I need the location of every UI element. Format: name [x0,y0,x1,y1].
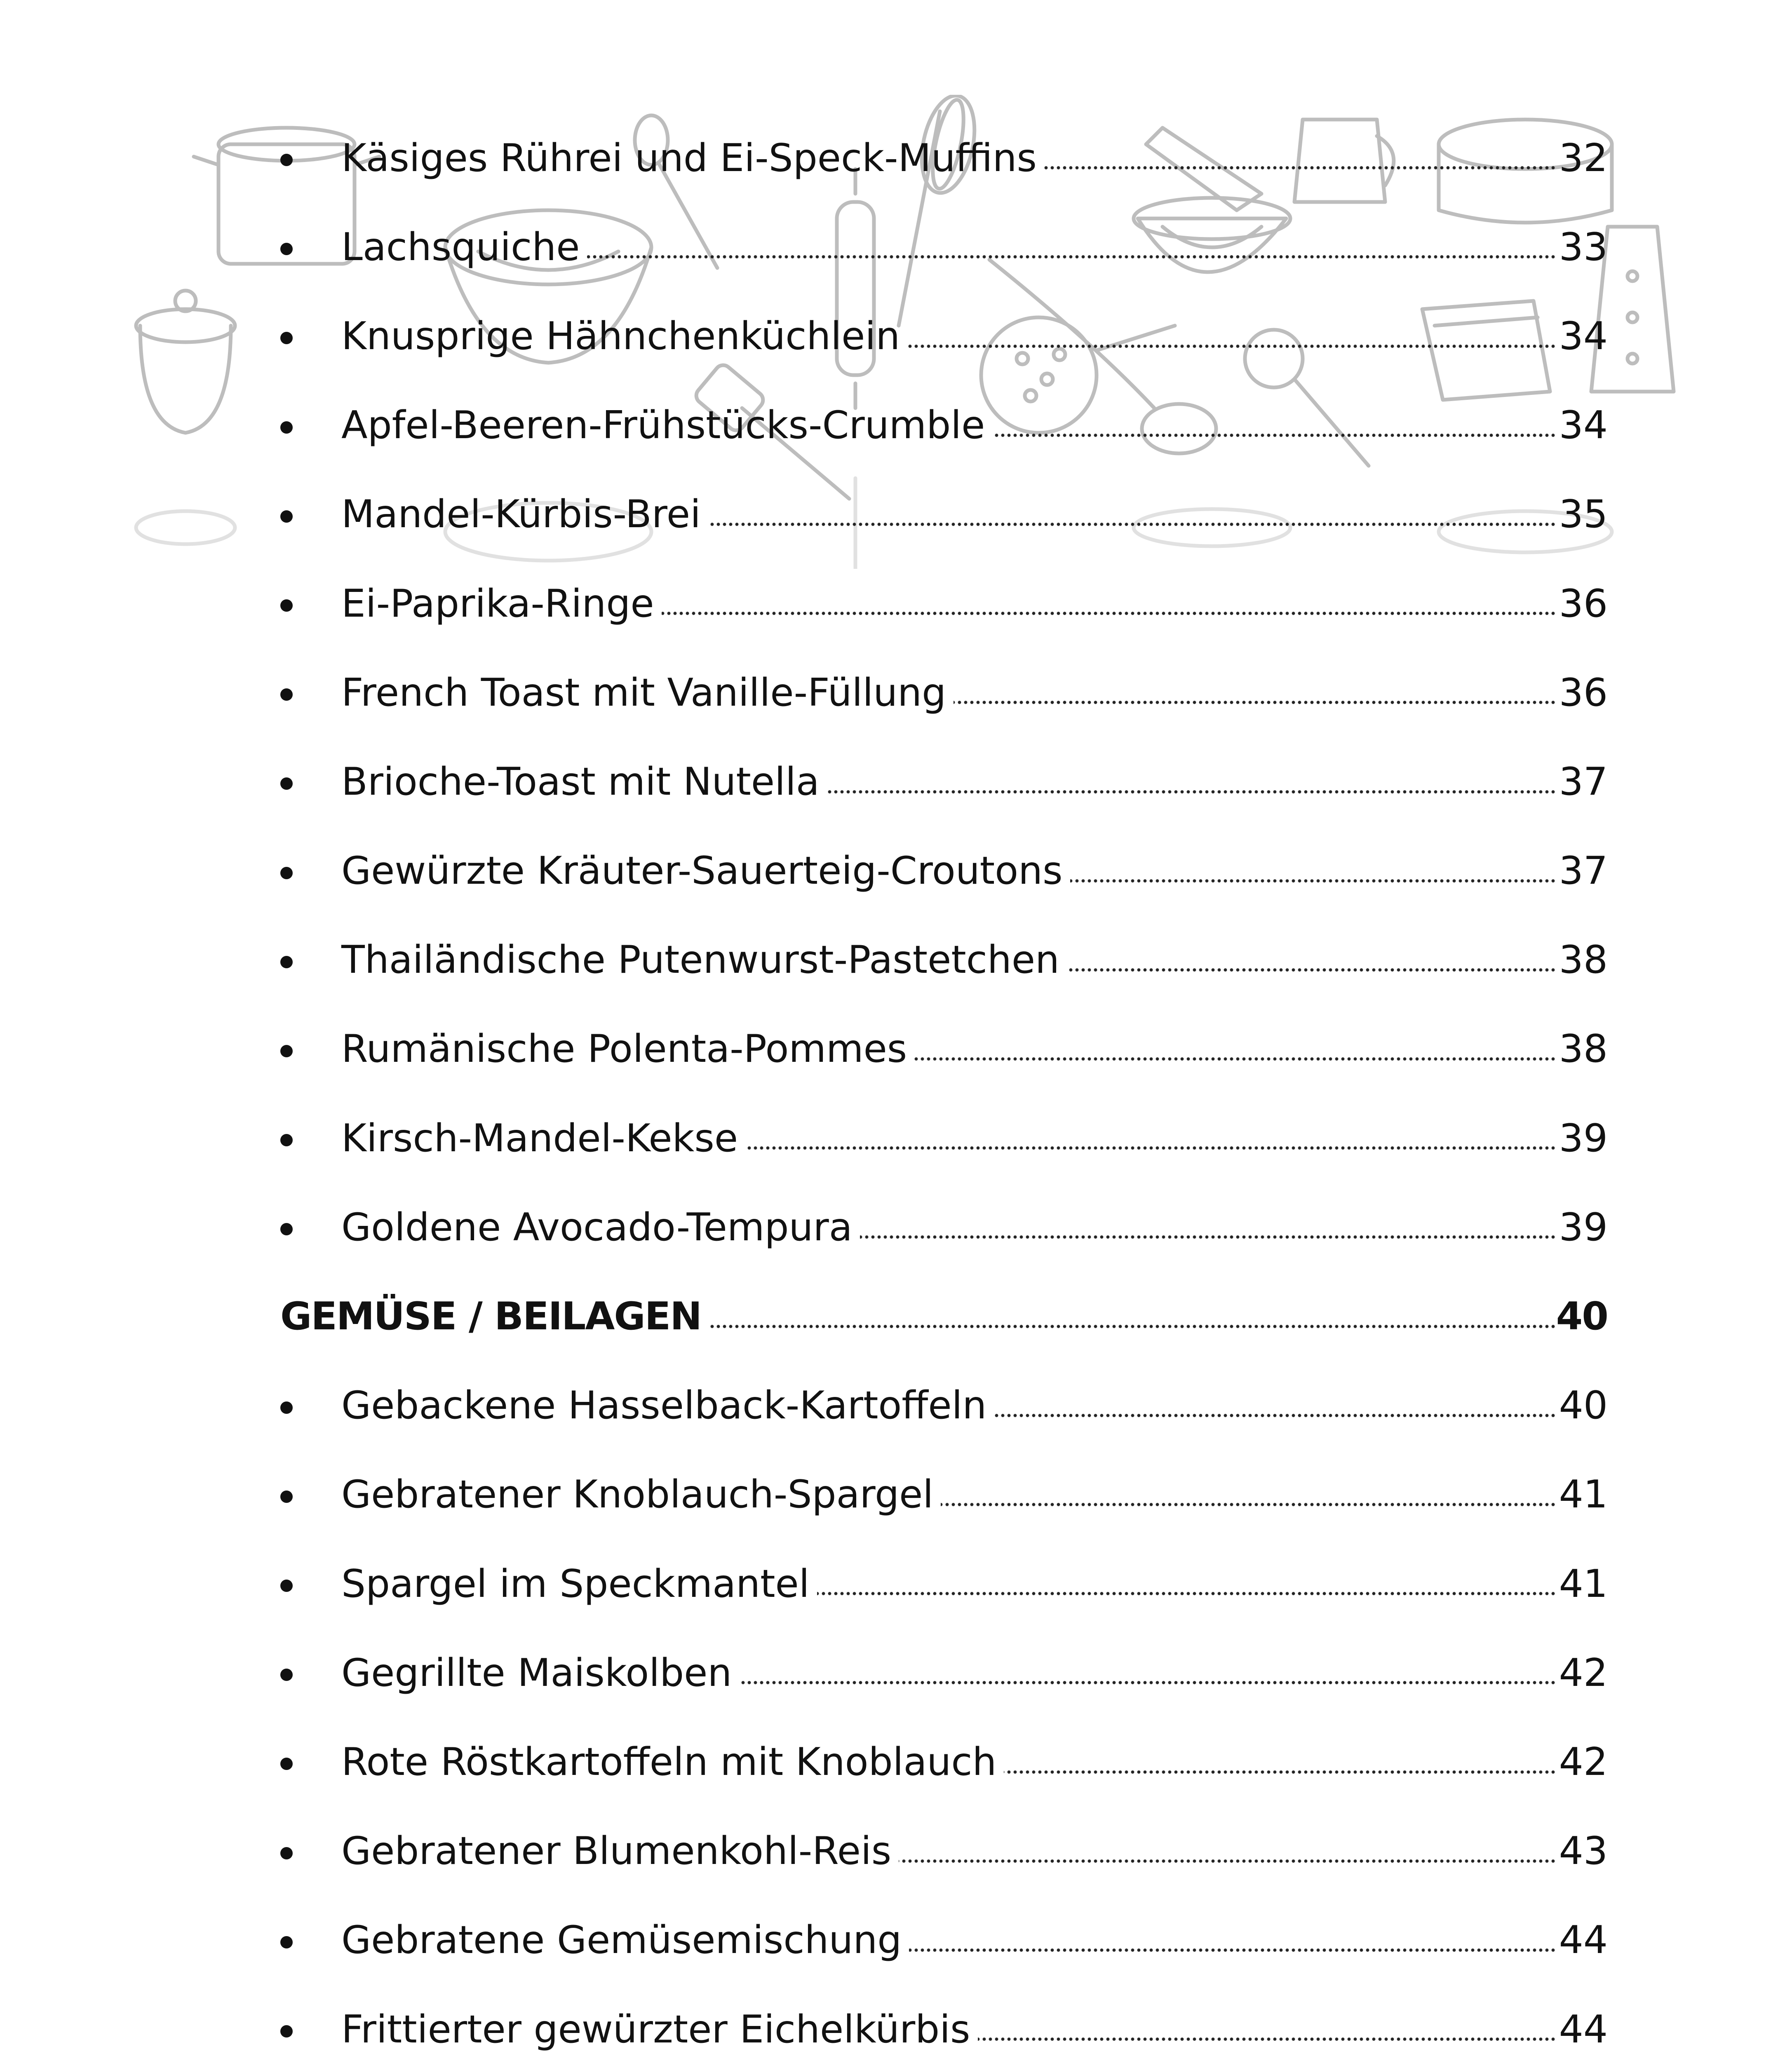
dot-leader [941,1502,1556,1507]
bullet-icon [280,510,293,523]
bullet-icon [280,2025,293,2038]
page-number: 40 [1556,1294,1608,1339]
toc-section-heading[interactable] [280,1272,1608,1361]
entry-title: Lachsquiche [341,224,580,269]
toc-entry[interactable] [280,381,1608,470]
page-number: 35 [1559,492,1608,537]
page-number: 40 [1559,1383,1608,1428]
page-number: 34 [1559,403,1608,448]
page-number: 34 [1559,313,1608,358]
page-number: 41 [1559,1472,1608,1517]
dot-leader [899,1859,1556,1864]
toc-entry[interactable] [280,1717,1608,1806]
toc-entry[interactable] [280,202,1608,291]
bullet-icon [280,1134,293,1146]
page-number: 44 [1559,2007,1608,2052]
entry-title: Mandel-Kürbis-Brei [341,492,701,537]
entry-title: Gebackene Hasselback-Kartoffeln [341,1383,987,1428]
dot-leader [860,1235,1556,1239]
entry-title: Ei-Paprika-Ringe [341,581,654,626]
bullet-icon [280,243,293,255]
entry-title: Gebratener Knoblauch-Spargel [341,1472,934,1517]
bullet-icon [280,421,293,434]
toc-entry[interactable] [280,559,1608,648]
table-of-contents [280,113,1608,2061]
page-number: 39 [1559,1115,1608,1160]
page-number: 32 [1559,135,1608,180]
entry-title: Thailändische Putenwurst-Pastetchen [341,937,1059,982]
bullet-icon [280,1223,293,1235]
dot-leader [1067,967,1556,972]
dot-leader [1044,165,1556,170]
dot-leader [827,789,1556,794]
toc-entry[interactable] [280,291,1608,380]
page-number: 33 [1559,224,1608,269]
dot-leader [909,1948,1556,1953]
bullet-icon [280,1045,293,1057]
dot-leader [992,433,1556,438]
entry-title: Gebratene Gemüsemischung [341,1918,902,1962]
toc-entry[interactable] [280,1005,1608,1094]
bullet-icon [280,1669,293,1681]
bullet-icon [280,867,293,879]
page-number: 37 [1559,848,1608,893]
bullet-icon [280,599,293,612]
page-number: 36 [1559,670,1608,715]
entry-title: Käsiges Rührei und Ei-Speck-Muffins [341,135,1037,180]
entry-title: Gegrillte Maiskolben [341,1650,732,1695]
dot-leader [907,344,1556,349]
bullet-icon [280,777,293,790]
bullet-icon [280,1936,293,1948]
page-number: 41 [1559,1561,1608,1606]
page-number: 36 [1559,581,1608,626]
entry-title: Frittierter gewürzter Eichelkürbis [341,2007,970,2052]
page-number: 42 [1559,1739,1608,1784]
toc-entry[interactable] [280,470,1608,559]
page-number: 37 [1559,759,1608,804]
entry-title: Kirsch-Mandel-Kekse [341,1115,738,1160]
dot-leader [587,254,1556,259]
entry-title: Rumänische Polenta-Pommes [341,1026,907,1071]
dot-leader [978,2037,1556,2042]
dot-leader [662,611,1556,616]
dot-leader [1070,878,1556,883]
toc-entry[interactable] [280,648,1608,737]
bullet-icon [280,154,293,166]
toc-entry[interactable] [280,826,1608,915]
dot-leader [954,700,1556,705]
entry-title: Gewürzte Kräuter-Sauerteig-Croutons [341,848,1063,893]
bullet-icon [280,1847,293,1859]
page-number: 38 [1559,937,1608,982]
entry-title: Apfel-Beeren-Frühstücks-Crumble [341,403,985,448]
entry-title: Spargel im Speckmantel [341,1561,810,1606]
toc-entry[interactable] [280,1985,1608,2061]
toc-entry[interactable] [280,1094,1608,1183]
page-number: 43 [1559,1829,1608,1873]
page-number: 39 [1559,1204,1608,1249]
casserole-icon [136,291,235,433]
bullet-icon [280,1758,293,1770]
page-number: 44 [1559,1918,1608,1962]
toc-entry[interactable] [280,1183,1608,1272]
toc-entry[interactable] [280,1896,1608,1985]
bullet-icon [280,332,293,344]
page-number: 38 [1559,1026,1608,1071]
bullet-icon [280,1491,293,1503]
dot-leader [914,1056,1556,1061]
dot-leader [708,522,1556,527]
toc-entry[interactable] [280,737,1608,826]
bullet-icon [280,1580,293,1592]
dot-leader [745,1146,1556,1150]
dot-leader [817,1591,1556,1596]
entry-title: Rote Röstkartoffeln mit Knoblauch [341,1739,997,1784]
bullet-icon [280,1401,293,1414]
toc-entry[interactable] [280,1807,1608,1896]
section-title: GEMÜSE / BEILAGEN [280,1294,702,1339]
entry-title: French Toast mit Vanille-Füllung [341,670,946,715]
page-number: 42 [1559,1650,1608,1695]
dot-leader [994,1413,1556,1418]
entry-title: Goldene Avocado-Tempura [341,1204,853,1249]
dot-leader [1004,1770,1556,1775]
toc-entry[interactable] [280,915,1608,1005]
bullet-icon [280,688,293,701]
toc-entry[interactable] [280,1539,1608,1628]
entry-title: Brioche-Toast mit Nutella [341,759,820,804]
toc-entry[interactable] [280,1628,1608,1717]
dot-leader [709,1324,1556,1329]
entry-title: Knusprige Hähnchenküchlein [341,313,900,358]
bullet-icon [280,956,293,968]
entry-title: Gebratener Blumenkohl-Reis [341,1829,892,1873]
toc-entry[interactable] [280,113,1608,202]
toc-entry[interactable] [280,1450,1608,1539]
dot-leader [739,1680,1556,1685]
toc-entry[interactable] [280,1361,1608,1450]
